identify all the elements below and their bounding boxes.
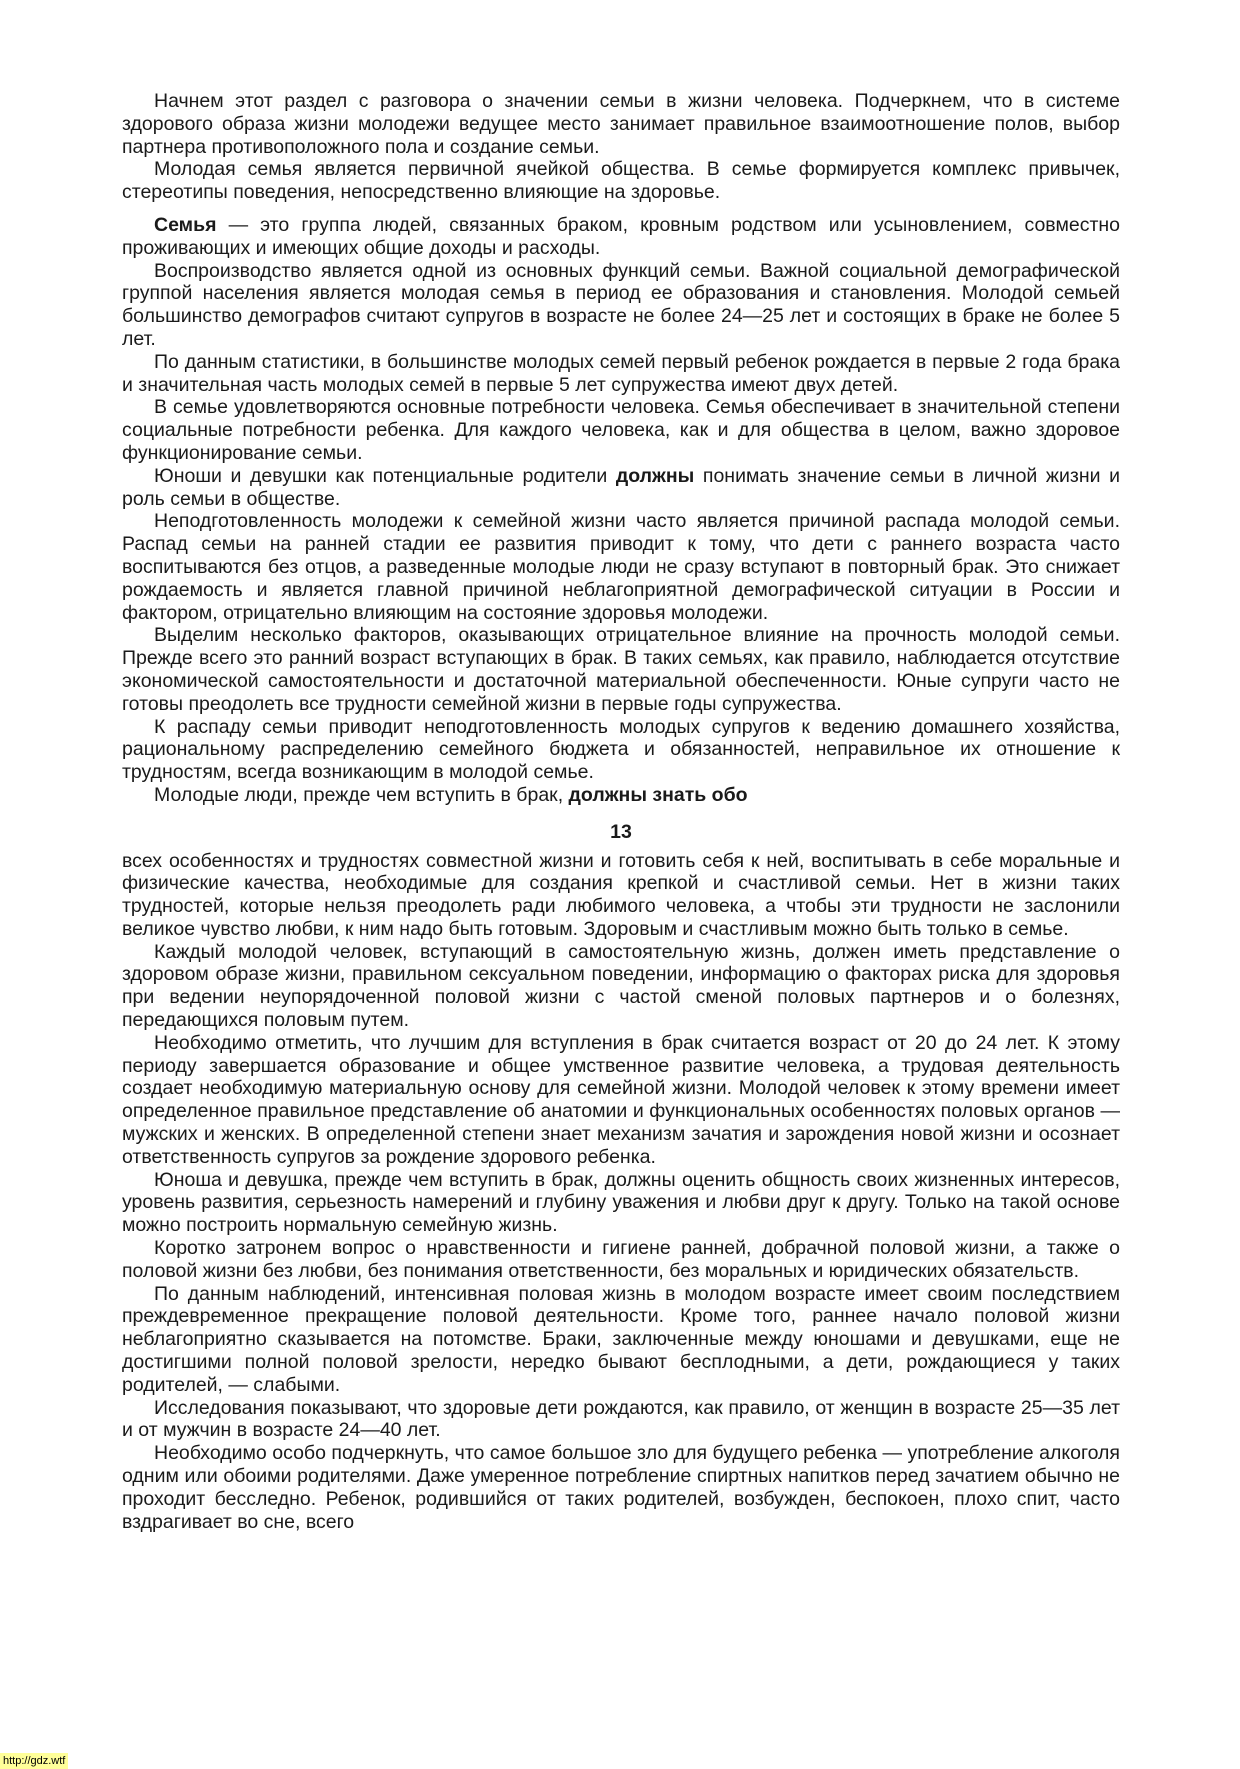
paragraph: [122, 1032, 1120, 1169]
text-run: По данным наблюдений, интенсивная половая жизнь в молодом возрасте имеет своим последствием преждевременное прекращение половой деятельности. Кроме того, раннее начало половой жизни неблагоприятно сказывается на потомстве. Браки, заключенные между юношами и девушками, еще не достигшими полной половой зрелости, нередко бывают бесплодными, а дети, рождающиеся у таких родителей, — слабыми.: [122, 1282, 1120, 1396]
bold-text: должны: [615, 464, 695, 487]
text-run: Неподготовленность молодежи к семейной жизни часто является причиной распада молодой семьи. Распад семьи на ранней стадии ее развития приводит к тому, что дети с раннего возраста часто воспитываются без отцов, а разведенные молодые люди не сразу вступают в повторный брак. Это снижает рождаемость и является главной причиной неблагоприятной демографической ситуации в России и фактором, отрицательно влияющим на состояние здоровья молодежи.: [122, 510, 1120, 624]
text-section-top: [122, 90, 1120, 807]
text-run: понимать значение семьи в личной жизни и роль семьи в обществе.: [122, 464, 1120, 510]
site-stamp: http://gdz.wtf: [0, 1753, 68, 1769]
page-number: 13: [610, 820, 632, 843]
text-run: — это группа людей, связанных браком, кровным родством или усыновлением, совместно проживающих и имеющих общие доходы и расходы.: [122, 213, 1120, 259]
paragraph: [122, 214, 1120, 260]
paragraph: [122, 90, 1120, 158]
text-run: Начнем этот раздел с разговора о значении семьи в жизни человека. Подчеркнем, что в системе здорового образа жизни молодежи ведущее место занимает правильное взаимоотношение полов, выбор партнера противоположного пола и создание семьи.: [122, 90, 1120, 158]
text-run: Молодые люди, прежде чем вступить в брак,: [154, 783, 569, 806]
paragraph-gap: [122, 204, 1120, 214]
paragraph: [122, 260, 1120, 351]
text-run: Молодая семья является первичной ячейкой общества. В семье формируется комплекс привычек, стереотипы поведения, непосредственно влияющие на здоровье.: [122, 158, 1120, 204]
paragraph: [122, 1169, 1120, 1237]
text-run: В семье удовлетворяются основные потребности человека. Семья обеспечивает в значительной степени социальные потребности ребенка. Для каждого человека, как и для общества в целом, важно здоровое функционирование семьи.: [122, 396, 1120, 464]
text-run: Юноши и девушки как потенциальные родители: [154, 464, 616, 487]
document-page: [122, 90, 1120, 1533]
paragraph: [122, 1237, 1120, 1283]
paragraph: [122, 510, 1120, 624]
text-run: Каждый молодой человек, вступающий в самостоятельную жизнь, должен иметь представление о здоровом образе жизни, правильном сексуальном поведении, информацию о факторах риска для здоровья при ведении неупорядоченной половой жизни с частой сменой половых партнеров и о болезнях, передающихся половым путем.: [122, 940, 1120, 1032]
paragraph: [122, 1397, 1120, 1443]
text-run: К распаду семьи приводит неподготовленность молодых супругов к ведению домашнего хозяйства, рациональному распределению семейного бюджета и обязанностей, неправильное их отношение к трудностям, всегда возникающим в молодой семье.: [122, 715, 1120, 784]
paragraph: [122, 465, 1120, 511]
paragraph: [122, 351, 1120, 397]
text-run: Юноша и девушка, прежде чем вступить в брак, должны оценить общность своих жизненных интересов, уровень развития, серьезность намерений и глубину уважения и любви друг к другу. Только на такой основе можно построить нормальную семейную жизнь.: [122, 1168, 1120, 1237]
text-run: Необходимо отметить, что лучшим для вступления в брак считается возраст от 20 до 24 лет. К этому периоду завершается образование и общее умственное развитие человека, а трудовая деятельность создает необходимую материальную основу для семейной жизни. Молодой человек к этому времени имеет определенное правильное представление об анатомии и функциональных особенностях половых органов — мужских и женских. В определенной степени знает механизм зачатия и зарождения новой жизни и осознает ответственность супругов за рождение здорового ребенка.: [122, 1031, 1120, 1168]
paragraph: [122, 1442, 1120, 1533]
bold-text: Семья: [154, 213, 217, 236]
bold-text: должны знать обо: [568, 783, 748, 806]
paragraph: [122, 158, 1120, 204]
paragraph: [122, 850, 1120, 941]
paragraph: [122, 784, 1120, 807]
text-section-bottom: [122, 850, 1120, 1534]
text-run: Выделим несколько факторов, оказывающих отрицательное влияние на прочность молодой семьи. Прежде всего это ранний возраст вступающих в брак. В таких семьях, как правило, наблюдается отсутствие экономической самостоятельности и достаточной материальной обеспеченности. Юные супруги часто не готовы преодолеть все трудности семейной жизни в первые годы супружества.: [122, 624, 1120, 715]
text-run: всех особенностях и трудностях совместной жизни и готовить себя к ней, воспитывать в себе моральные и физические качества, необходимые для создания крепкой и счастливой семьи. Нет в жизни таких трудностей, которые нельзя преодолеть ради любимого человека, а чтобы эти трудности не заслонили великое чувство любви, к ним надо быть готовым. Здоровым и счастливым можно быть только в семье.: [122, 849, 1120, 940]
text-run: Коротко затронем вопрос о нравственности и гигиене ранней, добрачной половой жизни, а также о половой жизни без любви, без понимания ответственности, без моральных и юридических обязательств.: [122, 1237, 1120, 1282]
paragraph: [122, 396, 1120, 464]
text-run: Необходимо особо подчеркнуть, что самое большое зло для будущего ребенка — употребление алкоголя одним или обоими родителями. Даже умеренное потребление спиртных напитков перед зачатием обычно не проходит бесследно. Ребенок, родившийся от таких родителей, возбужден, беспокоен, плохо спит, часто вздрагивает во сне, всего: [122, 1442, 1120, 1533]
text-run: По данным статистики, в большинстве молодых семей первый ребенок рождается в первые 2 года брака и значительная часть молодых семей в первые 5 лет супружества имеют двух детей.: [122, 350, 1120, 396]
paragraph: [122, 716, 1120, 784]
text-run: Воспроизводство является одной из основных функций семьи. Важной социальной демографической группой населения является молодая семья в период ее образования и становления. Молодой семьей большинство демографов считают супругов в возрасте не более 24—25 лет и состоящих в браке не более 5 лет.: [122, 259, 1120, 350]
paragraph: [122, 624, 1120, 715]
text-run: Исследования показывают, что здоровые дети рождаются, как правило, от женщин в возрасте 25—35 лет и от мужчин в возрасте 24—40 лет.: [122, 1396, 1120, 1442]
paragraph: [122, 1283, 1120, 1397]
paragraph: [122, 941, 1120, 1032]
